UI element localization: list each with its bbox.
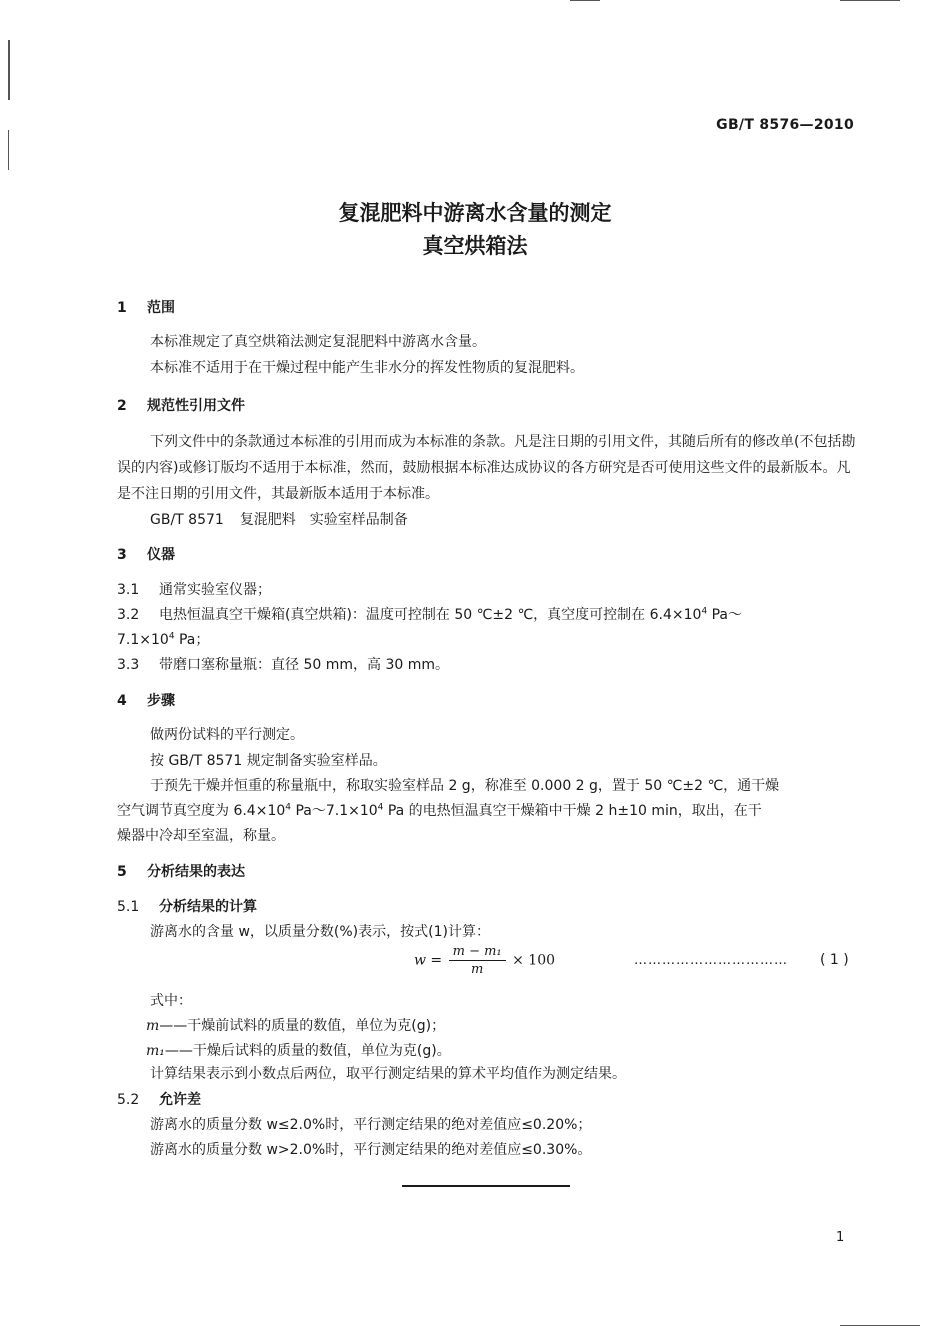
formula-number: ( 1 ) bbox=[820, 952, 849, 968]
variable-definition: m₁——干燥后试料的质量的数值，单位为克(g)。 bbox=[146, 1043, 451, 1059]
scan-edge-mark bbox=[840, 1325, 920, 1326]
section-4-heading: 4 步骤 bbox=[117, 693, 175, 709]
section-3-heading: 3 仪器 bbox=[117, 547, 175, 563]
procedure-paragraph: 空气调节真空度为 $6.4\times 10^4$ $Pa\sim 7.1\times 10^4$ Pa 的电热恒温真空干燥箱中干燥 2 h±10 min，取出，在干 bbox=[117, 802, 762, 819]
formula-fraction: $\frac{\text{m − m₁}}{m}$ bbox=[449, 944, 506, 977]
subsection-5-2-heading: 5.2 允许差 bbox=[117, 1092, 201, 1108]
apparatus-item: 3.3 带磨口塞称量瓶：直径 50 mm，高 30 mm。 bbox=[117, 657, 449, 673]
normative-reference: GB/T 8571 复混肥料 实验室样品制备 bbox=[150, 512, 408, 528]
formula-1: w = $\frac{\text{m − m₁}}{m}$ × 100 bbox=[414, 944, 556, 977]
end-rule bbox=[402, 1185, 570, 1187]
scan-edge-mark bbox=[840, 0, 900, 1]
apparatus-item-continued: $7.1\times 10^4$ Pa； bbox=[117, 631, 210, 648]
formula-leader-dots: …………………………… bbox=[634, 953, 788, 968]
procedure-paragraph: 按 GB/T 8571 规定制备实验室样品。 bbox=[150, 753, 387, 769]
page-number: 1 bbox=[836, 1230, 845, 1245]
section-1-paragraph: 本标准不适用于在干燥过程中能产生非水分的挥发性物质的复混肥料。 bbox=[150, 360, 584, 376]
subsection-5-1-heading: 5.1 分析结果的计算 bbox=[117, 899, 257, 915]
where-label: 式中： bbox=[150, 993, 192, 1009]
tolerance-rule: 游离水的质量分数 w>2.0%时，平行测定结果的绝对差值应≤0.30%。 bbox=[150, 1142, 592, 1158]
scan-edge-mark bbox=[8, 130, 9, 170]
apparatus-item: 3.2 电热恒温真空干燥箱(真空烘箱)：温度可控制在 50 ℃±2 ℃，真空度可控制在 $6.4\times 10^4$ Pa～ bbox=[117, 606, 743, 623]
procedure-paragraph: 做两份试料的平行测定。 bbox=[150, 727, 304, 743]
scan-edge-mark bbox=[570, 0, 600, 1]
apparatus-item: 3.1 通常实验室仪器； bbox=[117, 582, 271, 598]
standard-code: GB/T 8576—2010 bbox=[716, 117, 854, 133]
calculation-note: 计算结果表示到小数点后两位，取平行测定结果的算术平均值作为测定结果。 bbox=[150, 1066, 626, 1082]
procedure-paragraph: 燥器中冷却至室温，称量。 bbox=[117, 828, 285, 844]
section-5-heading: 5 分析结果的表达 bbox=[117, 864, 245, 880]
scan-edge-mark bbox=[8, 40, 10, 100]
document-subtitle: 真空烘箱法 bbox=[422, 234, 528, 258]
calculation-intro: 游离水的含量 w，以质量分数(%)表示，按式(1)计算： bbox=[150, 924, 490, 940]
variable-definition: m——干燥前试料的质量的数值，单位为克(g)； bbox=[146, 1018, 446, 1034]
document-title: 复混肥料中游离水含量的测定 bbox=[338, 201, 612, 225]
procedure-paragraph: 于预先干燥并恒重的称量瓶中，称取实验室样品 2 g，称准至 0.000 2 g，置于 50 ℃±2 ℃，通干燥 bbox=[150, 778, 780, 794]
section-1-paragraph: 本标准规定了真空烘箱法测定复混肥料中游离水含量。 bbox=[150, 334, 486, 350]
section-1-heading: 1 范围 bbox=[117, 300, 175, 316]
tolerance-rule: 游离水的质量分数 w≤2.0%时，平行测定结果的绝对差值应≤0.20%； bbox=[150, 1117, 592, 1133]
section-2-paragraph: 下列文件中的条款通过本标准的引用而成为本标准的条款。凡是注日期的引用文件，其随后所有的修改单(不包括勘误的内容)或修订版均不适用于本标准，然而，鼓励根据本标准达成协议的各方研究是否可使用这些文件的最新版本。凡是不注日期的引用文件，其最新版本适用于本标准。 bbox=[117, 434, 856, 502]
section-2-heading: 2 规范性引用文件 bbox=[117, 398, 245, 414]
